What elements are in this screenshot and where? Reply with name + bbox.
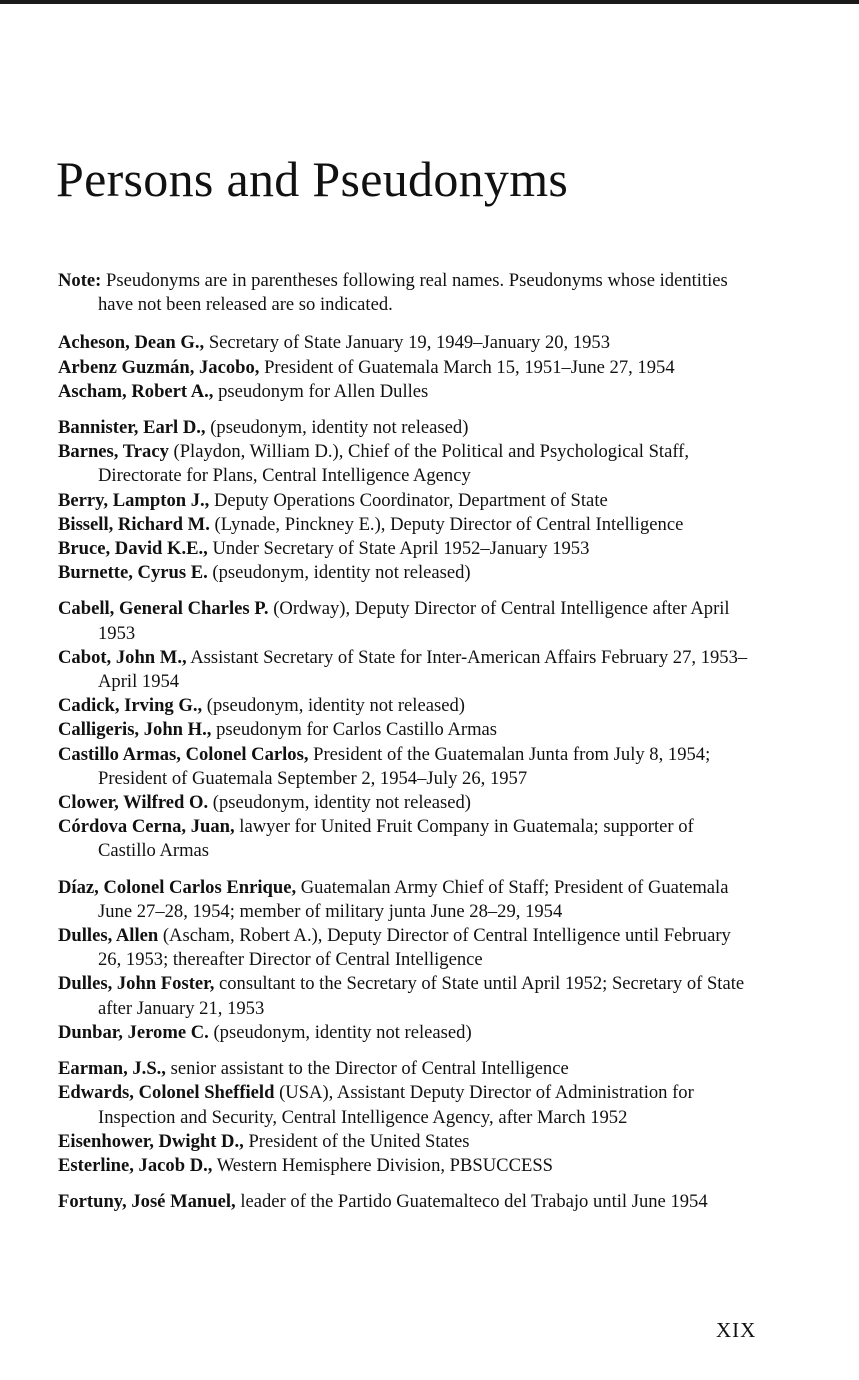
entry-description: Western Hemisphere Division, PBSUCCESS — [212, 1154, 554, 1176]
glossary-entry — [58, 694, 748, 718]
entry-name: Cabell, General Charles P. — [58, 598, 269, 620]
entry-name: Arbenz Guzmán, Jacobo, — [58, 356, 260, 378]
entry-name: Edwards, Colonel Sheffield — [58, 1082, 275, 1104]
glossary-body — [58, 269, 748, 1226]
entry-name: Dunbar, Jerome C. — [58, 1021, 209, 1043]
glossary-entry — [58, 380, 748, 404]
entry-description: (USA), Assistant Deputy Director of Administration for Inspection and Security, Central Intelligence Agency, after March 1952 — [98, 1082, 694, 1128]
glossary-entry — [58, 1190, 748, 1214]
entry-description: lawyer for United Fruit Company in Guatemala; supporter of Castillo Armas — [98, 816, 694, 862]
entry-description: senior assistant to the Director of Central Intelligence — [165, 1058, 569, 1080]
entry-description: (Ascham, Robert A.), Deputy Director of Central Intelligence until February 26, 1953; thereafter Director of Central Intelligence — [98, 925, 731, 971]
entry-description: (Lynade, Pinckney E.), Deputy Director of Central Intelligence — [209, 513, 684, 535]
entry-description: (pseudonym, identity not released) — [205, 417, 469, 439]
entry-description: Deputy Operations Coordinator, Department of State — [209, 489, 608, 511]
glossary-entry — [58, 718, 748, 742]
entry-group — [58, 331, 748, 404]
glossary-entry — [58, 561, 748, 585]
glossary-entry — [58, 597, 748, 645]
entry-name: Eisenhower, Dwight D., — [58, 1130, 244, 1152]
entry-name: Calligeris, John H., — [58, 719, 212, 741]
entry-name: Bruce, David K.E., — [58, 538, 208, 560]
entry-name: Bannister, Earl D., — [58, 417, 206, 439]
entry-name: Córdova Cerna, Juan, — [58, 816, 235, 838]
glossary-entry — [58, 356, 748, 380]
top-border-rule — [0, 0, 859, 4]
page-title: Persons and Pseudonyms — [56, 151, 569, 207]
entry-group — [58, 416, 748, 585]
entry-name: Berry, Lampton J., — [58, 489, 210, 511]
entry-group — [58, 1190, 748, 1214]
entry-group — [58, 1057, 748, 1178]
entry-name: Díaz, Colonel Carlos Enrique, — [58, 876, 297, 898]
entry-name: Cadick, Irving G., — [58, 695, 203, 717]
entry-name: Earman, J.S., — [58, 1058, 166, 1080]
glossary-entry — [58, 815, 748, 863]
glossary-entry — [58, 1057, 748, 1081]
entry-name: Esterline, Jacob D., — [58, 1154, 213, 1176]
glossary-entry — [58, 1154, 748, 1178]
page-number: XIX — [716, 1318, 757, 1342]
glossary-entry — [58, 1021, 748, 1045]
glossary-entry — [58, 924, 748, 972]
entry-name: Fortuny, José Manuel, — [58, 1191, 236, 1213]
entry-name: Castillo Armas, Colonel Carlos, — [58, 743, 309, 765]
entry-description: Secretary of State January 19, 1949–January 20, 1953 — [204, 332, 611, 354]
entry-name: Burnette, Cyrus E. — [58, 562, 208, 584]
entry-description: President of the United States — [243, 1130, 470, 1152]
glossary-entry — [58, 646, 748, 694]
entry-description: leader of the Partido Guatemalteco del Trabajo until June 1954 — [235, 1191, 708, 1213]
entry-description: (Playdon, William D.), Chief of the Political and Psychological Staff, Directorate for Plans, Central Intelligence Agency — [98, 441, 690, 487]
entry-name: Acheson, Dean G., — [58, 332, 205, 354]
entry-name: Clower, Wilfred O. — [58, 792, 209, 814]
entry-description: Guatemalan Army Chief of Staff; President of Guatemala June 27–28, 1954; member of military junta June 28–29, 1954 — [98, 876, 729, 922]
glossary-entry — [58, 331, 748, 355]
entry-groups — [58, 331, 748, 1214]
entry-description: President of the Guatemalan Junta from July 8, 1954; President of Guatemala September 2, 1954–July 26, 1957 — [98, 743, 711, 789]
glossary-entry — [58, 537, 748, 561]
glossary-entry — [58, 876, 748, 924]
entry-name: Ascham, Robert A., — [58, 380, 214, 402]
entry-name: Cabot, John M., — [58, 646, 187, 668]
glossary-entry — [58, 743, 748, 791]
glossary-entry — [58, 791, 748, 815]
glossary-entry — [58, 416, 748, 440]
note-text: Pseudonyms are in parentheses following real names. Pseudonyms whose identities have not been released are so indicated. — [98, 270, 728, 316]
entry-group — [58, 876, 748, 1045]
entry-description: Under Secretary of State April 1952–January 1953 — [207, 538, 590, 560]
entry-group — [58, 597, 748, 863]
entry-name: Dulles, Allen — [58, 925, 159, 947]
glossary-entry — [58, 513, 748, 537]
entry-description: (pseudonym, identity not released) — [208, 1021, 472, 1043]
entry-description: (Ordway), Deputy Director of Central Intelligence after April 1953 — [98, 598, 730, 644]
entry-description: (pseudonym, identity not released) — [208, 792, 471, 814]
entry-description: pseudonym for Allen Dulles — [213, 380, 429, 402]
entry-description: consultant to the Secretary of State until April 1952; Secretary of State after January 21, 1953 — [98, 973, 745, 1019]
note-label: Note: — [58, 270, 102, 291]
entry-description: pseudonym for Carlos Castillo Armas — [211, 719, 498, 741]
entry-name: Barnes, Tracy — [58, 441, 169, 463]
entry-description: Assistant Secretary of State for Inter-American Affairs February 27, 1953–April 1954 — [98, 646, 748, 693]
glossary-entry — [58, 972, 748, 1020]
glossary-entry — [58, 440, 748, 488]
glossary-entry — [58, 1081, 748, 1129]
note-paragraph — [58, 269, 748, 317]
entry-name: Bissell, Richard M. — [58, 513, 210, 535]
glossary-entry — [58, 1130, 748, 1154]
glossary-entry — [58, 489, 748, 513]
entry-description: (pseudonym, identity not released) — [207, 562, 471, 584]
entry-name: Dulles, John Foster, — [58, 973, 215, 995]
entry-description: President of Guatemala March 15, 1951–June 27, 1954 — [259, 356, 675, 378]
entry-description: (pseudonym, identity not released) — [202, 695, 465, 717]
